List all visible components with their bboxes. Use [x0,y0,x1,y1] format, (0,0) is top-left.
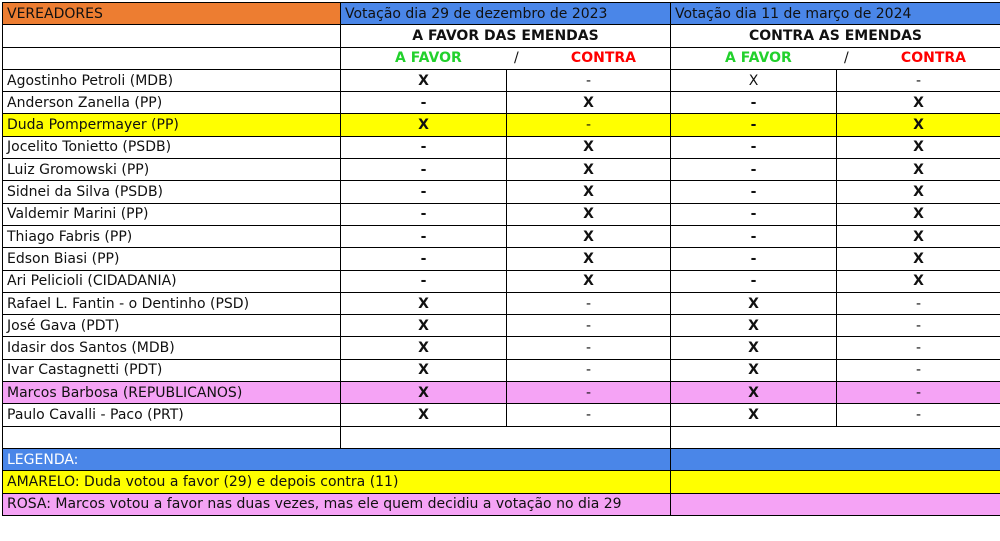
table-row [3,69,1000,91]
vote-mark-cell[interactable]: - [507,114,671,136]
vote-mark-cell[interactable]: X [341,382,507,404]
vote-mark-cell[interactable]: X [671,69,837,91]
vote-mark-cell[interactable]: - [671,203,837,225]
vote-mark-cell[interactable]: - [507,292,671,314]
vereador-name-cell[interactable]: Ivar Castagnetti (PDT) [3,359,341,381]
vote-mark-cell[interactable]: - [671,159,837,181]
vote-mark-cell[interactable]: - [837,382,1000,404]
vote-mark-cell[interactable]: - [341,181,507,203]
vereador-name-cell[interactable]: Idasir dos Santos (MDB) [3,337,341,359]
empty-cell[interactable] [3,426,341,448]
vote-mark-cell[interactable]: X [341,69,507,91]
table-row [3,382,1000,404]
legend-pink-row [3,493,1000,515]
vote-mark-cell[interactable]: X [671,382,837,404]
vote-mark-cell[interactable]: - [341,248,507,270]
vote-1-subtitle[interactable]: A FAVOR DAS EMENDAS [341,25,671,47]
header-vote-2[interactable]: Votação dia 11 de março de 2024 [671,3,1000,25]
table-row [3,248,1000,270]
empty-cell[interactable] [671,448,1000,470]
vote-mark-cell[interactable]: X [341,359,507,381]
vote-mark-cell[interactable]: X [671,292,837,314]
empty-cell[interactable] [671,426,1000,448]
vote-mark-cell[interactable]: - [671,136,837,158]
table-row [3,337,1000,359]
vote-mark-cell[interactable]: X [837,181,1000,203]
vote-mark-cell[interactable]: X [341,114,507,136]
vereador-name-cell[interactable]: Luiz Gromowski (PP) [3,159,341,181]
favor-contra-row [3,47,1000,69]
vote-mark-cell[interactable]: - [671,92,837,114]
vote-mark-cell[interactable]: - [671,248,837,270]
vote-mark-cell[interactable]: X [341,404,507,426]
table-row [3,270,1000,292]
vote-mark-cell[interactable]: - [507,315,671,337]
table-row [3,181,1000,203]
vote-mark-cell[interactable]: X [507,225,671,247]
header-vote-1[interactable]: Votação dia 29 de dezembro de 2023 [341,3,671,25]
vote-mark-cell[interactable]: - [341,203,507,225]
vote-mark-cell[interactable]: - [341,159,507,181]
vote-table [2,2,1000,516]
vereador-name-cell[interactable]: Anderson Zanella (PP) [3,92,341,114]
vereador-name-cell[interactable]: Thiago Fabris (PP) [3,225,341,247]
header-vereadores[interactable]: VEREADORES [3,3,341,25]
table-row [3,159,1000,181]
vote-mark-cell[interactable]: - [341,270,507,292]
vote-mark-cell[interactable]: X [507,270,671,292]
vote-mark-cell[interactable]: - [837,292,1000,314]
vereador-name-cell[interactable]: Duda Pompermayer (PP) [3,114,341,136]
vote-mark-cell[interactable]: - [671,181,837,203]
legend-title-text[interactable]: LEGENDA: [3,448,671,470]
vote-mark-cell[interactable]: X [507,136,671,158]
vote-mark-cell[interactable]: - [507,404,671,426]
vote-mark-cell[interactable]: X [837,270,1000,292]
vote-mark-cell[interactable]: X [341,315,507,337]
vote-mark-cell[interactable]: X [507,203,671,225]
a-favor-label: A FAVOR [725,50,792,67]
vote-mark-cell[interactable]: X [837,136,1000,158]
table-row [3,136,1000,158]
legend-yellow-text[interactable]: AMARELO: Duda votou a favor (29) e depois contra (11) [3,471,671,493]
empty-cell[interactable] [3,47,341,69]
vote-mark-cell[interactable]: X [837,92,1000,114]
vote-2-favor-contra[interactable] [671,47,1000,69]
subtitle-row [3,25,1000,47]
table-row [3,315,1000,337]
table-row [3,92,1000,114]
empty-cell[interactable] [3,25,341,47]
table-row [3,404,1000,426]
vote-mark-cell[interactable]: X [507,92,671,114]
vote-mark-cell[interactable]: - [507,337,671,359]
vereador-name-cell[interactable]: Rafael L. Fantin - o Dentinho (PSD) [3,292,341,314]
vereador-name-cell[interactable]: Valdemir Marini (PP) [3,203,341,225]
vote-mark-cell[interactable]: X [837,159,1000,181]
vote-mark-cell[interactable]: X [837,114,1000,136]
vote-mark-cell[interactable]: X [837,203,1000,225]
vote-2-subtitle[interactable]: CONTRA AS EMENDAS [671,25,1000,47]
vote-mark-cell[interactable]: - [507,382,671,404]
vote-mark-cell[interactable]: X [507,181,671,203]
contra-label: CONTRA [900,50,966,67]
vote-mark-cell[interactable]: - [341,92,507,114]
vote-mark-cell[interactable]: - [837,337,1000,359]
vote-mark-cell[interactable]: X [671,315,837,337]
slash-label: / [844,50,849,67]
vote-mark-cell[interactable]: - [341,225,507,247]
vereador-name-cell[interactable]: Marcos Barbosa (REPUBLICANOS) [3,382,341,404]
vereador-name-cell[interactable]: Sidnei da Silva (PSDB) [3,181,341,203]
vote-mark-cell[interactable]: - [837,359,1000,381]
vote-mark-cell[interactable]: X [507,159,671,181]
vote-mark-cell[interactable]: X [507,248,671,270]
vote-mark-cell[interactable]: X [671,359,837,381]
vereador-name-cell[interactable]: Paulo Cavalli - Paco (PRT) [3,404,341,426]
vote-mark-cell[interactable]: - [507,69,671,91]
slash-label: / [514,50,519,67]
vote-mark-cell[interactable]: - [341,136,507,158]
vote-mark-cell[interactable]: - [837,69,1000,91]
vote-mark-cell[interactable]: - [837,404,1000,426]
vote-mark-cell[interactable]: X [837,225,1000,247]
empty-cell[interactable] [671,493,1000,515]
legend-yellow-row [3,471,1000,493]
vereador-name-cell[interactable]: Jocelito Tonietto (PSDB) [3,136,341,158]
vote-mark-cell[interactable]: - [507,359,671,381]
vereador-name-cell[interactable]: Ari Pelicioli (CIDADANIA) [3,270,341,292]
empty-cell[interactable] [341,426,671,448]
vote-1-favor-contra[interactable] [341,47,671,69]
vote-mark-cell[interactable]: - [671,225,837,247]
vote-mark-cell[interactable]: X [341,337,507,359]
vereador-name-cell[interactable]: Edson Biasi (PP) [3,248,341,270]
legend-title-row [3,448,1000,470]
vote-mark-cell[interactable]: X [341,292,507,314]
vote-mark-cell[interactable]: - [671,270,837,292]
spacer-row [3,426,1000,448]
vote-mark-cell[interactable]: X [671,337,837,359]
table-row [3,225,1000,247]
vote-mark-cell[interactable]: - [837,315,1000,337]
legend-pink-text[interactable]: ROSA: Marcos votou a favor nas duas vezes, mas ele quem decidiu a votação no dia 29 [3,493,671,515]
table-row [3,203,1000,225]
vote-mark-cell[interactable]: X [671,404,837,426]
vote-mark-cell[interactable]: - [671,114,837,136]
contra-label: CONTRA [570,50,636,67]
vereador-name-cell[interactable]: José Gava (PDT) [3,315,341,337]
table-row [3,292,1000,314]
a-favor-label: A FAVOR [395,50,462,67]
table-row [3,114,1000,136]
empty-cell[interactable] [671,471,1000,493]
header-row [3,3,1000,25]
vote-mark-cell[interactable]: X [837,248,1000,270]
vereador-name-cell[interactable]: Agostinho Petroli (MDB) [3,69,341,91]
table-row [3,359,1000,381]
